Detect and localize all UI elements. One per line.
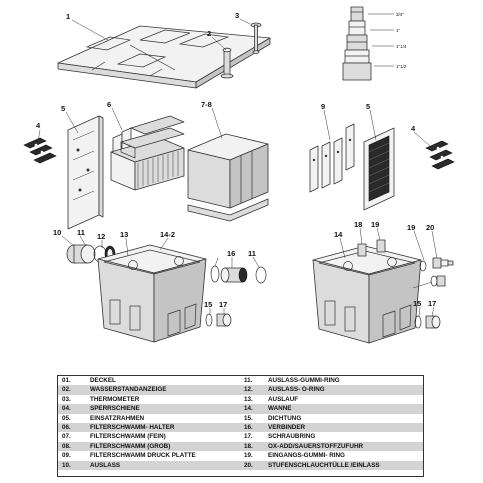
- callout-number: 2: [207, 29, 212, 38]
- legend-number: 11.: [244, 377, 253, 384]
- callout-number: 3: [235, 11, 240, 20]
- legend-row: [58, 385, 423, 394]
- legend-row: [58, 414, 423, 423]
- legend-label: AUSLASS-GUMMI-RING: [268, 377, 340, 384]
- parts-legend-table: [58, 376, 423, 470]
- legend-label: OX-ADD/SAUERSTOFFZUFUHR: [268, 442, 423, 451]
- callout-number: 19: [371, 220, 380, 229]
- legend-label: WANNE: [268, 404, 423, 413]
- legend-number: 16.: [240, 423, 268, 432]
- legend-number: 04.: [58, 404, 90, 413]
- part-insert-frame-left: [68, 116, 103, 229]
- hose-size-label: 1": [396, 28, 401, 33]
- callout-number: 17: [428, 299, 437, 308]
- callout-number: 20: [426, 223, 435, 232]
- callout-number: 15: [204, 300, 213, 309]
- part-sponge-holders: [111, 116, 184, 190]
- legend-number: 08.: [58, 442, 90, 451]
- callout-number: 16: [227, 249, 236, 258]
- legend-number: 01.: [62, 377, 71, 384]
- legend-number: 13.: [244, 395, 253, 403]
- callout-number: 4: [411, 124, 416, 133]
- part-filter-sponges: [188, 134, 268, 221]
- callout-number: 15: [413, 299, 422, 308]
- callout-number: 6: [107, 100, 112, 109]
- legend-number: 03.: [62, 395, 71, 403]
- legend-row: [58, 451, 423, 460]
- callout-number: 18: [354, 220, 363, 229]
- legend-number: 18.: [240, 442, 268, 451]
- legend-label: FILTERSCHWAMM DRUCK PLATTE: [90, 452, 196, 460]
- callout-number: 13: [120, 230, 129, 239]
- callout-number: 14: [334, 230, 343, 239]
- callout-number: 4: [36, 121, 41, 130]
- part-stepped-hose-tail-large: [343, 7, 407, 80]
- legend-label: AUSLAUF: [268, 395, 299, 403]
- callout-number: 14-2: [160, 230, 176, 239]
- legend-row: [58, 432, 423, 441]
- legend-number: 14.: [240, 404, 268, 413]
- callout-number: 19: [407, 223, 416, 232]
- callout-number: 11: [77, 228, 85, 237]
- callout-number: 12: [97, 232, 106, 241]
- legend-label: VERBINDER: [268, 423, 423, 432]
- legend-label: AUSLASS: [90, 461, 240, 470]
- part-locking-rail-right: [426, 141, 454, 169]
- legend-row: [58, 395, 423, 404]
- legend-label: FILTERSCHWAMM (GROB): [90, 442, 240, 451]
- legend-label: THERMOMETER: [90, 395, 140, 403]
- hose-size-label: 1"1/2: [396, 64, 407, 69]
- part-insert-frame-right: [364, 128, 394, 210]
- legend-label: WASSERSTANDANZEIGE: [90, 385, 240, 394]
- legend-row: [58, 404, 423, 413]
- part-inlet-parts-right: [415, 258, 453, 328]
- part-connectors-middle: [206, 266, 266, 326]
- callout-number: 1: [66, 12, 71, 21]
- legend-number: 12.: [240, 385, 268, 394]
- legend-label: SCHRAUBRING: [268, 433, 316, 441]
- legend-number: 09.: [62, 452, 71, 460]
- legend-number: 17.: [244, 433, 253, 441]
- legend-number: 02.: [58, 385, 90, 394]
- hose-size-label: 1"1/4: [396, 44, 407, 49]
- legend-label: DECKEL: [90, 377, 116, 384]
- callout-number: 7-8: [201, 100, 212, 109]
- legend-number: 07.: [62, 433, 71, 441]
- legend-label: FILTERSCHWAMM- HALTER: [90, 423, 240, 432]
- callout-number: 11: [248, 249, 256, 258]
- legend-number: 06.: [58, 423, 90, 432]
- legend-number: 20.: [240, 461, 268, 470]
- callout-number: 5: [366, 102, 371, 111]
- part-locking-rail-left: [24, 138, 56, 163]
- legend-number: 05.: [62, 414, 71, 422]
- legend-number: 15.: [244, 414, 253, 422]
- hose-size-label: 3/4": [396, 12, 404, 17]
- part-lid: [58, 26, 270, 88]
- legend-row: [58, 461, 423, 470]
- callout-number: 5: [61, 104, 66, 113]
- legend-label: STUFENSCHLAUCHTÜLLE /EINLASS: [268, 461, 423, 470]
- legend-label: DICHTUNG: [268, 414, 302, 422]
- legend-number: 10.: [58, 461, 90, 470]
- callout-number: 17: [219, 300, 228, 309]
- part-sponge-pressure-plate: [310, 124, 354, 192]
- legend-label: EINSATZRAHMEN: [90, 414, 145, 422]
- legend-label: FILTERSCHWAMM (FEIN): [90, 433, 166, 441]
- legend-number: 19.: [244, 452, 253, 460]
- legend-row: [58, 376, 423, 385]
- legend-label: SPERRSCHIENE: [90, 404, 240, 413]
- parts-legend: [57, 375, 424, 477]
- part-tank-right: [313, 240, 421, 343]
- legend-label: AUSLASS- O-RING: [268, 385, 423, 394]
- legend-row: [58, 442, 423, 451]
- part-tank-left: [98, 245, 206, 342]
- callout-number: 10: [53, 228, 62, 237]
- callout-number: 9: [321, 102, 326, 111]
- legend-label: EINGANGS-GUMMI- RING: [268, 452, 345, 460]
- legend-row: [58, 423, 423, 432]
